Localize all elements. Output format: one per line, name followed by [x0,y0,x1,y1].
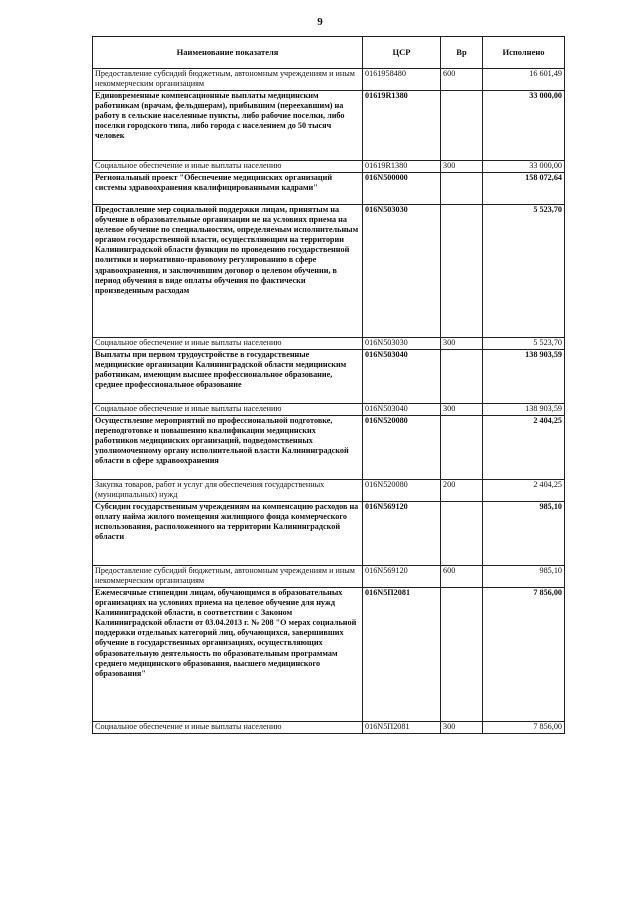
row-vr: 300 [441,161,483,173]
row-csr: 016N503040 [363,404,441,416]
budget-table [92,36,565,734]
table-row [93,91,565,161]
row-vr: 200 [441,480,483,502]
row-vr [441,416,483,480]
row-vr [441,350,483,404]
header-vr: Вр [441,37,483,69]
row-vr [441,502,483,566]
row-csr: 016N500000 [363,173,441,205]
row-name: Выплаты при первом трудоустройстве в государственные медицинские организации Калининградской области медицинским работникам, имеющим высшее профессиональное образование, среднее профессиональное образование [93,350,363,404]
row-name: Региональный проект "Обеспечение медицинских организаций системы здравоохранения квалифицированными кадрами" [93,173,363,205]
row-name: Социальное обеспечение и иные выплаты населению [93,404,363,416]
row-csr: 016N5П2081 [363,722,441,734]
row-vr: 300 [441,338,483,350]
table-row [93,416,565,480]
row-vr: 600 [441,566,483,588]
page-number: 9 [317,16,323,28]
row-csr: 01619R1380 [363,91,441,161]
table-row [93,588,565,722]
row-executed: 158 072,64 [483,173,565,205]
row-name: Предоставление мер социальной поддержки лицам, принятым на обучение в образовательные организации не на условиях приема на целевое обучение по специальностям, определяемым исполнительным органом государственной власти, осуществляющим на территории Калининградской области функции по проведению государственной политики и нормативно-правовому регулированию в сфере здравоохранения, и заключившим договор о целевом обучении, в период обучения в виде оплаты обучения по фактически произведенным расходам [93,205,363,338]
table-row [93,566,565,588]
row-executed: 33 000,00 [483,91,565,161]
table-row [93,350,565,404]
table-row [93,69,565,91]
row-csr: 016N569120 [363,502,441,566]
table-header-row [93,37,565,69]
row-vr: 300 [441,722,483,734]
row-csr: 016N503030 [363,338,441,350]
row-executed: 5 523,70 [483,205,565,338]
row-vr: 300 [441,404,483,416]
row-csr: 016N503030 [363,205,441,338]
row-name: Социальное обеспечение и иные выплаты населению [93,161,363,173]
table-row [93,161,565,173]
table-row [93,205,565,338]
row-executed: 138 903,59 [483,404,565,416]
row-name: Единовременные компенсационные выплаты медицинским работникам (врачам, фельдшерам), прибывшим (переехавшим) на работу в сельские населенные пункты, либо рабочие поселки, либо поселки городского типа, либо города с населением до 50 тысяч человек [93,91,363,161]
row-name: Социальное обеспечение и иные выплаты населению [93,338,363,350]
header-executed: Исполнено [483,37,565,69]
row-executed: 985,10 [483,566,565,588]
table-row [93,338,565,350]
header-csr: ЦСР [363,37,441,69]
row-name: Закупка товаров, работ и услуг для обеспечения государственных (муниципальных) нужд [93,480,363,502]
row-csr: 0161958480 [363,69,441,91]
table-row [93,404,565,416]
row-csr: 016N520080 [363,416,441,480]
row-csr: 016N569120 [363,566,441,588]
table-row [93,722,565,734]
row-vr [441,173,483,205]
row-executed: 7 856,00 [483,588,565,722]
row-executed: 2 404,25 [483,480,565,502]
row-name: Предоставление субсидий бюджетным, автономным учреждениям и иным некоммерческим организациям [93,69,363,91]
row-csr: 016N520080 [363,480,441,502]
row-executed: 2 404,25 [483,416,565,480]
row-vr [441,205,483,338]
table-row [93,502,565,566]
table-row [93,480,565,502]
table-row [93,173,565,205]
row-executed: 7 856,00 [483,722,565,734]
row-name: Социальное обеспечение и иные выплаты населению [93,722,363,734]
row-executed: 16 601,49 [483,69,565,91]
row-executed: 985,10 [483,502,565,566]
row-executed: 138 903,59 [483,350,565,404]
row-csr: 016N5П2081 [363,588,441,722]
row-csr: 016N503040 [363,350,441,404]
header-name: Наименование показателя [93,37,363,69]
row-name: Предоставление субсидий бюджетным, автономным учреждениям и иным некоммерческим организациям [93,566,363,588]
row-vr: 600 [441,69,483,91]
row-executed: 5 523,70 [483,338,565,350]
row-executed: 33 000,00 [483,161,565,173]
row-vr [441,91,483,161]
row-name: Осуществление мероприятий по профессиональной подготовке, переподготовке и повышению квалификации медицинских работников медицинских организаций, подведомственных уполномоченному органу исполнительной власти Калининградской области в сфере здравоохранения [93,416,363,480]
row-name: Ежемесячные стипендии лицам, обучающимся в образовательных организациях на условиях приема на целевое обучение для нужд Калининградской области, в соответствии с Законом Калининградской области от 03.04.2013 г. № 208 "О мерах социальной поддержки отдельных категорий лиц, обучающихся, завершивших обучение в государственных организациях, осуществляющих образовательную деятельность по образовательным программам среднего медицинского образования, высшего медицинского образования" [93,588,363,722]
row-csr: 01619R1380 [363,161,441,173]
row-vr [441,588,483,722]
row-name: Субсидии государственным учреждениям на компенсацию расходов на оплату найма жилого помещения жилищного фонда коммерческого использования, расположенного на территории Калининградской области [93,502,363,566]
